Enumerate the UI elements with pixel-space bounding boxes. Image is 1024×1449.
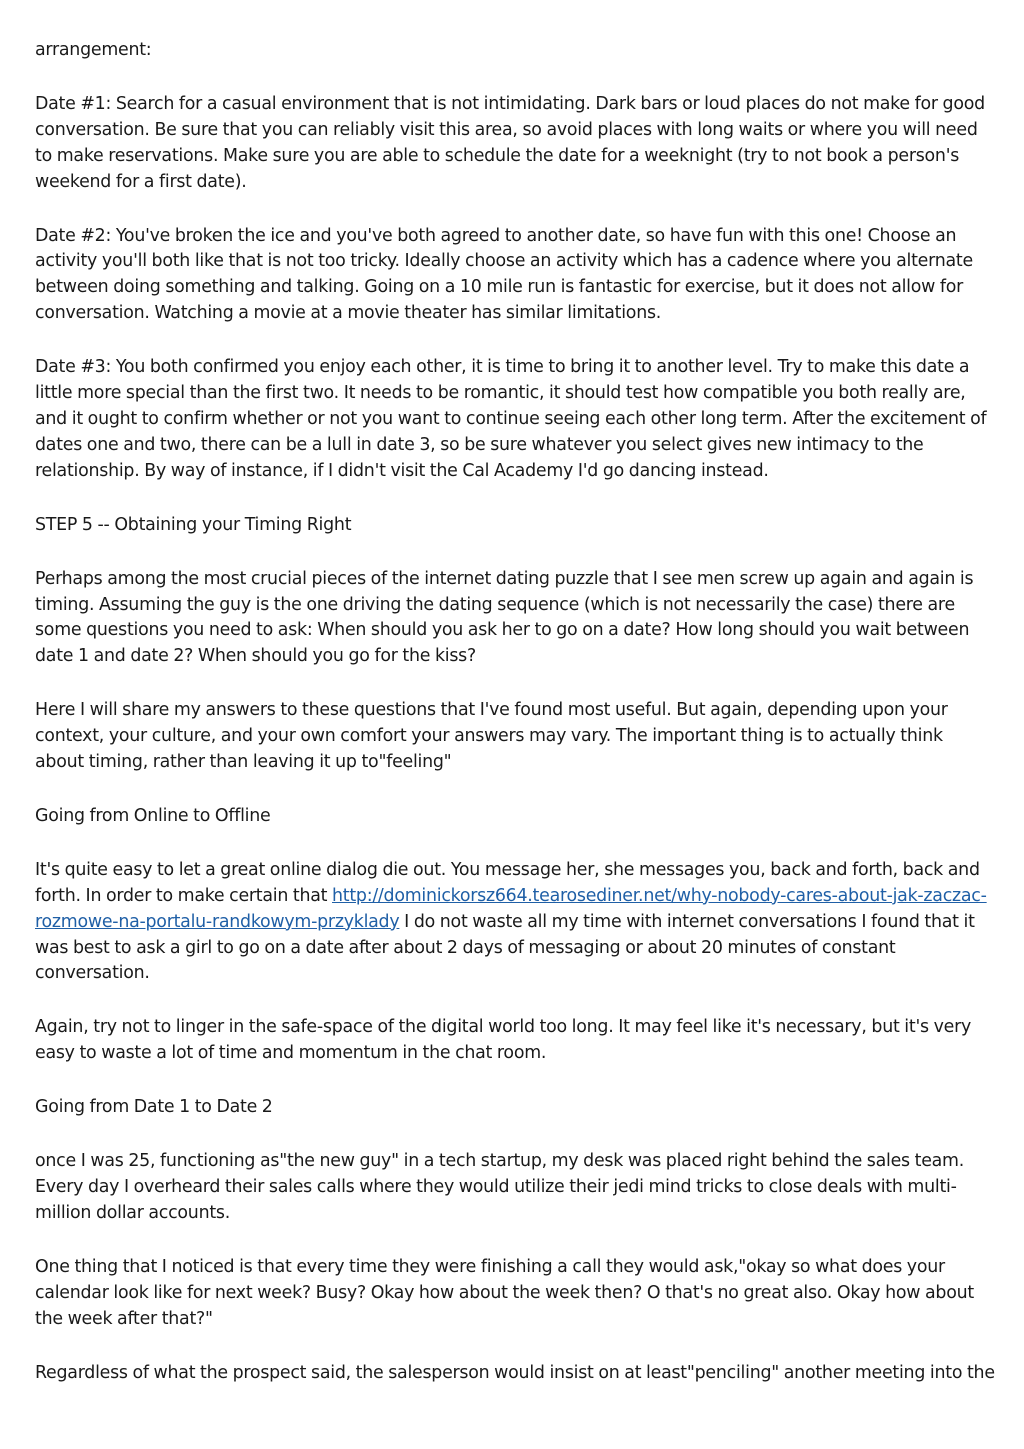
paragraph-arrangement: arrangement: [35, 40, 152, 60]
paragraph-online-dialog-text-after: I do not waste all my time with internet conversations I found that it was best to ask a girl to go on a date after about 2 days of messaging or about 20 minutes of constant conversation. [35, 911, 975, 984]
paragraph-online-dialog-text-before: It's quite easy to let a great online dialog die out. You message her, she messages you, back and forth, back and forth. In order to make certain that [35, 859, 980, 906]
paragraph-answers: Here I will share my answers to these questions that I've found most useful. But again, depending upon your context, your culture, and your own comfort your answers may vary. The important thing is to actually think about timing, rather than leaving it up to"feeling" [35, 700, 948, 773]
article-link[interactable]: http://dominickorsz664.tearosediner.net/why-nobody-cares-about-jak-zaczac-rozmowe-na-portalu-randkowym-przyklady [35, 885, 987, 932]
heading-online-to-offline: Going from Online to Offline [35, 805, 271, 826]
paragraph-online-dialog [35, 858, 995, 988]
paragraph-timing-intro: Perhaps among the most crucial pieces of the internet dating puzzle that I see men screw up again and again is timing. Assuming the guy is the one driving the dating sequence (which is not necessarily the case) there are some questions you need to ask: When should you ask her to go on a date? How long should you wait between date 1 and date 2? When should you go for the kiss? [35, 568, 974, 667]
paragraph-date-3: Date #3: You both confirmed you enjoy each other, it is time to bring it to another level. Try to make this date a little more special than the first two. It needs to be romantic, it should test how compatible you both really are, and it ought to confirm whether or not you want to continue seeing each other long term. After the excitement of dates one and two, there can be a lull in date 3, so be sure whatever you select gives new intimacy to the relationship. By way of instance, if I didn't visit the Cal Academy I'd go dancing instead. [35, 357, 987, 481]
heading-step-5: STEP 5 -- Obtaining your Timing Right [35, 514, 352, 535]
paragraph-date-2: Date #2: You've broken the ice and you've both agreed to another date, so have fun with this one! Choose an activity you'll both like that is not too tricky. Ideally choose an activity which has a cadence where you alternate between doing something and talking. Going on a 10 mile run is fantastic for exercise, but it does not allow for conversation. Watching a movie at a movie theater has similar limitations. [35, 225, 973, 324]
paragraph-date-1: Date #1: Search for a casual environment that is not intimidating. Dark bars or loud places do not make for good conversation. Be sure that you can reliably visit this area, so avoid places with long waits or where you will need to make reservations. Make sure you are able to schedule the date for a weeknight (try to not book a person's weekend for a first date). [35, 93, 985, 192]
paragraph-sales-calls: One thing that I noticed is that every time they were finishing a call they would ask,"okay so what does your calendar look like for next week? Busy? Okay how about the week then? O that's no great also. Okay how about the week after that?" [35, 1256, 974, 1329]
paragraph-startup-story: once I was 25, functioning as"the new guy" in a tech startup, my desk was placed right behind the sales team. Every day I overheard their sales calls where they would utilize their jedi mind tricks to close deals with multi-million dollar accounts. [35, 1151, 965, 1223]
document-page [35, 38, 995, 1414]
paragraph-penciling: Regardless of what the prospect said, the salesperson would insist on at least"penciling" another meeting into the [35, 1362, 995, 1383]
paragraph-linger: Again, try not to linger in the safe-space of the digital world too long. It may feel like it's necessary, but it's very easy to waste a lot of time and momentum in the chat room. [35, 1017, 972, 1064]
heading-date-1-to-2: Going from Date 1 to Date 2 [35, 1097, 273, 1118]
